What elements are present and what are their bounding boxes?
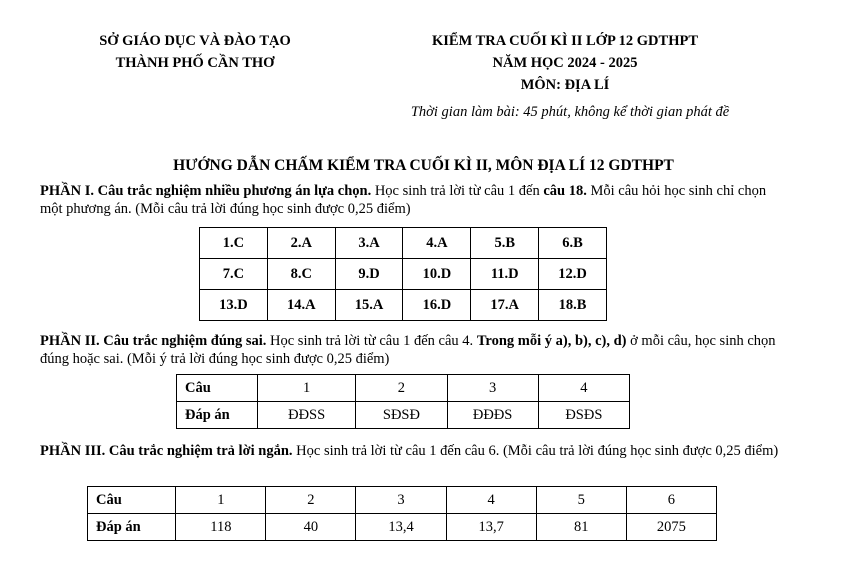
answer-cell: 5.B — [471, 228, 539, 259]
part1-answer-table — [199, 227, 607, 321]
answer-cell: 10.D — [403, 259, 471, 290]
answer-cell: ĐSĐS — [538, 402, 629, 429]
school-year: NĂM HỌC 2024 - 2025 — [492, 55, 638, 71]
answer-cell: 118 — [176, 514, 266, 541]
question-cell: 6 — [626, 487, 716, 514]
question-cell: 4 — [446, 487, 536, 514]
answer-cell: 12.D — [539, 259, 607, 290]
part2-answer-table — [176, 374, 630, 429]
part3-heading: PHẦN III. Câu trắc nghiệm trả lời ngắn. — [40, 443, 293, 459]
question-cell: 2 — [266, 487, 356, 514]
part1-text-a: Học sinh trả lời từ câu 1 đến — [371, 183, 544, 199]
answer-cell: SĐSĐ — [356, 402, 447, 429]
answer-cell: 18.B — [539, 290, 607, 321]
answer-cell: 13,7 — [446, 514, 536, 541]
answer-cell: 13,4 — [356, 514, 446, 541]
answer-cell: 40 — [266, 514, 356, 541]
part2-text-a: Học sinh trả lời từ câu 1 đến câu 4. — [266, 333, 477, 349]
question-cell: 5 — [536, 487, 626, 514]
answer-cell: 16.D — [403, 290, 471, 321]
answer-cell: 4.A — [403, 228, 471, 259]
answer-cell: 14.A — [267, 290, 335, 321]
answer-cell: 13.D — [200, 290, 268, 321]
answer-cell: 7.C — [200, 259, 268, 290]
answer-label: Đáp án — [177, 402, 258, 429]
question-cell: 4 — [538, 375, 629, 402]
part2-instructions — [40, 332, 780, 368]
question-cell: 1 — [257, 375, 355, 402]
question-cell: 3 — [356, 487, 446, 514]
part3-text-a: Học sinh trả lời từ câu 1 đến câu 6. (Mỗi câu trả lời đúng học sinh được 0,25 điểm) — [292, 443, 779, 459]
answer-label: Đáp án — [88, 514, 176, 541]
part2-heading: PHẦN II. Câu trắc nghiệm đúng sai. — [40, 333, 267, 349]
table-row — [200, 228, 607, 259]
answer-cell: 3.A — [335, 228, 403, 259]
answer-cell: 15.A — [335, 290, 403, 321]
answer-cell: 8.C — [267, 259, 335, 290]
exam-title: KIỂM TRA CUỐI KÌ II LỚP 12 GDTHPT — [431, 33, 698, 49]
part1-heading: PHẦN I. Câu trắc nghiệm nhiều phương án lựa chọn. — [40, 183, 372, 199]
answer-cell: 81 — [536, 514, 626, 541]
table-row — [88, 514, 717, 541]
time-note: Thời gian làm bài: 45 phút, không kể thời gian phát đề — [410, 104, 730, 120]
part1-text-bold: câu 18. — [543, 183, 587, 199]
part1-instructions — [40, 182, 780, 218]
answer-cell: ĐĐSS — [257, 402, 355, 429]
answer-cell: 2.A — [267, 228, 335, 259]
part3-instructions — [40, 442, 780, 460]
table-row — [200, 259, 607, 290]
part3-answer-table — [87, 486, 717, 541]
answer-cell: 17.A — [471, 290, 539, 321]
city-name: THÀNH PHỐ CẦN THƠ — [115, 55, 275, 71]
answer-cell: 1.C — [200, 228, 268, 259]
subject: MÔN: ĐỊA LÍ — [520, 77, 610, 93]
question-cell: 1 — [176, 487, 266, 514]
table-row — [177, 402, 630, 429]
page-title: HƯỚNG DẪN CHẤM KIỂM TRA CUỐI KÌ II, MÔN ĐỊA LÍ 12 GDTHPT — [173, 157, 674, 174]
question-label: Câu — [177, 375, 258, 402]
table-row — [200, 290, 607, 321]
answer-cell: 11.D — [471, 259, 539, 290]
table-row — [88, 487, 717, 514]
part2-text-bold: Trong mỗi ý a), b), c), d) — [476, 333, 627, 349]
part2-text-b: ở mỗi câu, học sinh chọn đúng hoặc sai. (Mỗi ý trả lời đúng học sinh được 0,25 điểm) — [40, 333, 776, 367]
answer-cell: 6.B — [539, 228, 607, 259]
department-name: SỞ GIÁO DỤC VÀ ĐÀO TẠO — [99, 33, 291, 49]
answer-cell: 9.D — [335, 259, 403, 290]
question-cell: 3 — [447, 375, 538, 402]
question-label: Câu — [88, 487, 176, 514]
table-row — [177, 375, 630, 402]
answer-cell: ĐĐĐS — [447, 402, 538, 429]
exam-header — [380, 30, 750, 96]
part1-text-b: Mỗi câu hỏi học sinh chỉ chọn một phương án. (Mỗi câu trả lời đúng học sinh được 0,25 điểm) — [40, 183, 767, 217]
department-header — [60, 30, 330, 74]
answer-cell: 2075 — [626, 514, 716, 541]
question-cell: 2 — [356, 375, 447, 402]
